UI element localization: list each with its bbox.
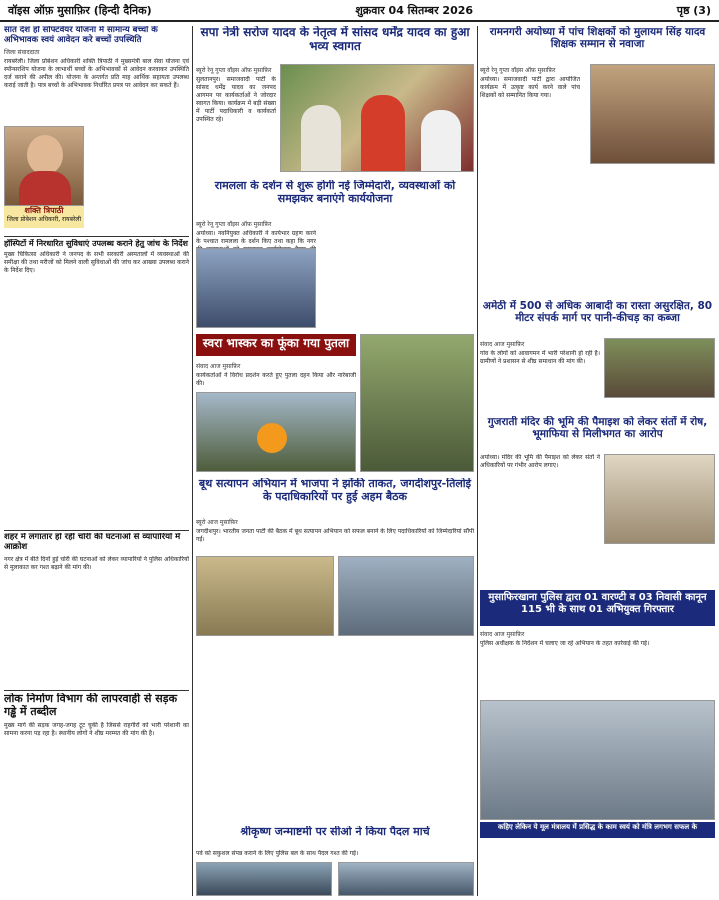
saint-photo [604,454,715,544]
body-text: जगदीशपुर। भारतीय जनता पार्टी की बैठक में बूथ सत्यापन अभियान को सफल बनाने के लिए पदाधिकारियों को जिम्मेदारियां सौंपी गईं। [196,528,474,544]
byline: संवाद आज मुसाफ़िर [480,631,525,638]
event-photo [360,334,474,472]
article-left-bottom [4,690,189,896]
photo-caption: शक्ति त्रिपाठी जिला प्रोबेशन अधिकारी, रायबरेली [4,206,84,228]
headline-right-mid: अमेठी में 500 से अधिक आबादी का रास्ता असुरक्षित, 80 मीटर संपर्क मार्ग पर पानी-कीचड़ का कब्जा [482,300,713,325]
body-text: अयोध्या। समाजवादी पार्टी द्वारा आयोजित कार्यक्रम में उत्कृष्ट कार्य करने वाले पांच शिक्षकों को सम्मानित किया गया। [480,76,580,100]
headline-center-mid: रामलला के दर्शन से शुरू होगी नई जिम्मेदारी, व्यवस्थाओं को समझकर बनाएंगे कार्ययोजना [214,180,456,205]
body-text: पुलिस अधीक्षक के निर्देशन में चलाए जा रहे अभियान के तहत कार्रवाई की गई। [480,640,650,647]
article-center-top [196,64,276,174]
body-text: मुख्य चिकित्सा अधिकारी ने जनपद के सभी सरकारी अस्पतालों में व्यवस्थाओं की समीक्षा की तथा मरीजों को मिलने वाली सुविधाओं की जांच कर आख्या उपलब्ध कराने के निर्देश दिए। [4,251,189,275]
article-center-effigy [196,360,356,390]
bottom-caption: कहिए लेकिन ये मूल मंत्रालय में प्रसिद्ध के काम स्वयं को मंत्रि लगभग सफल के [480,822,715,838]
headline-right-top: रामनगरी अयोध्या में पांच शिक्षकों को मुलायम सिंह यादव शिक्षक सम्मान से नवाजा [489,26,706,51]
paper-name: वॉइस ऑफ़ मुसाफ़िर (हिन्दी दैनिक) [8,3,152,17]
march-photo-2 [338,862,474,896]
body-text: अयोध्या। मंदिर की भूमि की पैमाइश को लेकर संतों ने अधिकारियों पर गंभीर आरोप लगाए। [480,454,600,470]
road-photo [604,338,715,398]
article-left-low [4,530,189,670]
headline: शहर में लगातार हो रही चोरी की घटनाओं से व्यापारियों में आक्रोश [4,533,181,552]
body-text: गांव के लोगों को आवागमन में भारी परेशानी हो रही है। ग्रामीणों ने प्रशासन से शीघ्र समाधान की मांग की। [480,350,600,366]
headline-center-effigy: स्वरा भास्कर का फूंका गया पुतला [196,334,356,356]
body-text: सुलतानपुर। समाजवादी पार्टी के सांसद धर्मेंद्र यादव का जनपद आगमन पर कार्यकर्ताओं ने जोरदार स्वागत किया। कार्यक्रम में बड़ी संख्या में पार्टी पदाधिकारी व कार्यकर्ता उपस्थित रहे। [196,76,276,124]
headline: लोक निर्माण विभाग की लापरवाही से सड़क गड्ढे में तब्दील [4,693,178,718]
award-photo [590,64,715,164]
column-rule [192,26,193,896]
meeting-photo [196,556,334,636]
rally-photo [280,64,474,172]
headline-center-meeting: बूथ सत्यापन अभियान में भाजपा ने झोंकी ताकत, जगदीशपुर-तिलोई के पदाधिकारियों पर हुई अहम बैठक [198,478,472,503]
body-text: रायबरेली। जिला प्रोबेशन अधिकारी शक्ति त्रिपाठी ने मुख्यमंत्री बाल सेवा योजना एवं स्पॉन्सरशिप योजना के लाभार्थी बच्चों के अभिभावकों से आवेदन करवाकर उपस्थिति दर्ज कराने की अपील की। योजना के अन्तर्गत प्रति माह आर्थिक सहायता उपलब्ध कराई जाती है। पात्र बच्चों के अभिभावक निर्धारित प्रपत्र पर आवेदन कर सकते हैं। [4,57,189,89]
issue-date: शुक्रवार 04 सितम्बर 2026 [355,3,474,17]
march-photo [196,862,332,896]
headline-center-top: सपा नेत्री सरोज यादव के नेतृत्व में सांसद धर्मेंद्र यादव का हुआ भव्य स्वागत [200,26,470,53]
body-text: नगर क्षेत्र में बीते दिनों हुई चोरी की घटनाओं को लेकर व्यापारियों ने पुलिस अधिकारियों से मुलाकात कर गश्त बढ़ाने की मांग की। [4,555,189,571]
officials-photo [196,248,316,328]
byline: संवाद आज मुसाफ़िर [480,341,525,348]
byline: जिला संवाददाता [4,48,40,56]
body-text: पर्व को सकुशल संपन्न कराने के लिए पुलिस बल के साथ पैदल गश्त की गई। [196,850,359,857]
column-rule [477,26,478,896]
meeting-photo-2 [338,556,474,636]
byline: ब्यूरो रेनू गुप्ता वॉइस ऑफ़ मुसाफ़िर [196,67,272,74]
page-number: पृष्ठ (3) [676,3,711,17]
body-text: मुख्य मार्ग की सड़क जगह-जगह टूट चुकी है जिससे राहगीरों को भारी परेशानी का सामना करना पड़ रहा है। स्थानीय लोगों ने शीघ्र मरम्मत की मांग की है। [4,722,189,738]
police-photo [480,700,715,820]
article-right-arrest [480,628,715,688]
headline-right-temple: गुजराती मंदिर की भूमि की पैमाइश को लेकर संतों में रोष, भूमाफिया से मिलीभगत का आरोप [487,416,708,441]
byline: ब्यूरो रेनू गुप्ता वॉइस ऑफ़ मुसाफ़िर [196,221,272,228]
officer-photo [4,126,84,206]
headline: हॉस्पिटों में निरधारित सुविधाएं उपलब्ध कराने हेतु जांच के निर्देश [4,239,188,248]
headline-center-bottom: श्रीकृष्ण जन्माष्टमी पर सीओ ने किया पैदल मार्च [240,826,430,838]
byline: ब्यूरो आज मुसाफ़िर [196,519,238,526]
body-text: कार्यकर्ताओं ने विरोध प्रदर्शन करते हुए पुतला दहन किया और नारेबाजी की। [196,372,356,388]
body-text: अयोध्या। नवनियुक्त अधिकारी ने कार्यभार ग्रहण करने के पश्चात रामलला के दर्शन किए तथा कहा कि नगर [196,230,316,246]
byline: संवाद आज मुसाफ़िर [196,363,241,370]
article-left-mid [4,236,189,356]
headline-right-arrest: मुसाफिरखाना पुलिस द्वारा 01 वारण्टी व 03 निवासी कानून 115 भी के साथ 01 अभियुक्त गिरफ्तार [480,590,715,626]
effigy-photo [196,392,356,472]
byline: ब्यूरो रेनू गुप्ता वॉइस ऑफ़ मुसाफ़िर [480,67,556,74]
masthead [0,0,719,22]
headline: सात देश हो सोफ्टवेयर योजना में सामान्य बच्चों के अभिभावक स्वयं आवेदन करे बच्चों उपस्थिति [4,26,158,45]
